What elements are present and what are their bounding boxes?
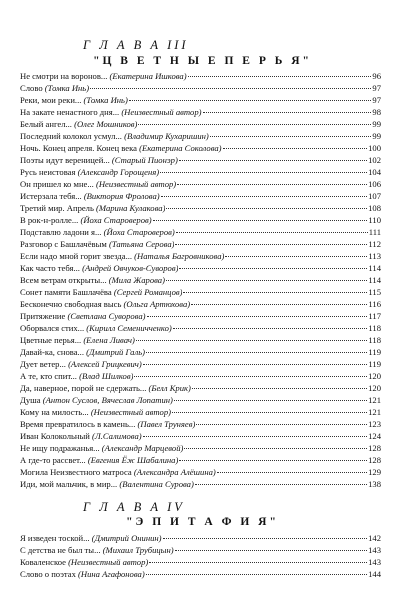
dot-leader [225,256,367,257]
toc-entry-text [20,178,176,190]
dot-leader [134,376,367,377]
toc-entry-page: 98 [372,107,381,117]
dot-leader [166,280,367,281]
toc-entry-page: 119 [368,359,381,369]
toc-entry-text [20,430,142,442]
toc-entry-page: 118 [368,335,381,345]
dot-leader [147,316,368,317]
toc-entry-page: 106 [368,179,381,189]
dot-leader [188,76,372,77]
toc-entry-title: Коваленское [20,557,66,567]
toc-entry-text [20,556,148,568]
toc-entry [20,154,381,166]
toc-entry [20,82,381,94]
toc-entry [20,166,381,178]
toc-entry-title: Дует ветер... [20,359,66,369]
toc-entry-text [20,238,174,250]
dot-leader [223,148,368,149]
dot-leader [136,340,368,341]
toc-entry [20,118,381,130]
toc-entry-author: (Старый Пионэр) [111,155,178,165]
chapter-3-title: "Ц В Е Т Н Ы Е П Е Р Ь Я" [93,55,312,67]
toc-entry-author: (Виктория Фролова) [83,191,160,201]
toc-entry-text [20,532,162,544]
toc-entry-text [20,454,178,466]
toc-entry-title: Как часто тебя... [20,263,80,273]
toc-entry [20,394,381,406]
toc-entry-title: Не смотри на воронов... [20,71,108,81]
toc-entry-author: (Влад Шилков) [79,371,134,381]
toc-entry-text [20,250,224,262]
toc-entry-title: Я изведен тоской... [20,533,90,543]
toc-entry-title: Сонет памяти Башлачёва [20,287,112,297]
toc-entry-author: (Андрей Овчуков-Суворов) [82,263,179,273]
toc-entry-page: 112 [368,239,381,249]
toc-entry [20,94,381,106]
toc-entry-page: 104 [368,167,381,177]
toc-entry [20,370,381,382]
toc-entry [20,70,381,82]
toc-entry-title: Поэты идут вереницей... [20,155,110,165]
toc-entry-title: Слово [20,83,43,93]
toc-entry [20,322,381,334]
toc-entry-page: 96 [372,71,381,81]
toc-entry-page: 128 [368,443,381,453]
dot-leader [184,448,367,449]
toc-entry-text [20,568,145,580]
toc-entry-page: 113 [368,251,381,261]
toc-entry-author: (Михаил Трубицын) [102,545,174,555]
dot-leader [90,88,371,89]
toc-entry-page: 97 [372,95,381,105]
toc-entry-title: На закате ненастного дня... [20,107,120,117]
toc-entry-page: 117 [368,311,381,321]
toc-entry-page: 123 [368,419,381,429]
toc-entry-author: (Томка Инь) [44,83,90,93]
dot-leader [143,364,368,365]
toc-entry-title: Ночь. Конец апреля. Конец века [20,143,137,153]
toc-entry-page: 97 [372,83,381,93]
toc-entry-text [20,118,137,130]
toc-entry-page: 107 [368,191,381,201]
toc-entry-text [20,202,165,214]
toc-entry-author: (Евгения Ёж Шабалина) [87,455,179,465]
toc-entry-page: 138 [368,479,381,489]
toc-entry-page: 114 [368,275,381,285]
toc-entry [20,454,381,466]
toc-entry-text [20,286,182,298]
toc-entry [20,346,381,358]
toc-entry-title: Белый ангел... [20,119,72,129]
dot-leader [172,412,367,413]
chapter-4-toc [20,532,381,580]
toc-entry-author: (Валентина Сурова) [119,479,194,489]
toc-entry [20,478,381,490]
toc-entry [20,190,381,202]
toc-entry-title: Он пришел ко мне... [20,179,94,189]
toc-entry-author: (Дмитрий Галь) [86,347,145,357]
toc-entry-text [20,406,171,418]
toc-entry-text [20,346,145,358]
toc-entry-text [20,154,178,166]
toc-entry-page: 129 [368,467,381,477]
toc-entry-title: А где-то рассвет... [20,455,86,465]
toc-entry-title: Давай-ка, снова... [20,347,84,357]
dot-leader [177,184,367,185]
toc-entry-author: (Ольга Артюхова) [123,299,191,309]
toc-entry-page: 116 [368,299,381,309]
toc-entry-page: 118 [368,323,381,333]
toc-entry-author: (Александр Марцевой) [101,443,184,453]
toc-entry-text [20,298,190,310]
dot-leader [129,100,372,101]
toc-entry-author: (Неизвестный автор) [68,557,149,567]
dot-leader [217,472,367,473]
toc-entry-text [20,262,178,274]
toc-entry-title: Иди, мой мальчик, в мир... [20,479,118,489]
dot-leader [160,172,367,173]
toc-entry-title: Если надо мной горит звезда... [20,251,133,261]
chapter-4-heading: Г Л А В А IV [83,500,185,514]
dot-leader [179,268,367,269]
dot-leader [146,574,367,575]
toc-entry-author: (Елена Ливач) [83,335,135,345]
toc-entry-title: Оборвался стих... [20,323,85,333]
toc-entry [20,430,381,442]
toc-entry-title: В рок-н-ролле... [20,215,79,225]
toc-entry-title: Последний колокол усмул... [20,131,122,141]
dot-leader [175,244,367,245]
toc-entry-author: (Йоха Староверов) [103,227,175,237]
toc-entry-text [20,442,183,454]
toc-entry [20,178,381,190]
chapter-3-heading: Г Л А В А III [83,38,189,52]
toc-entry-author: (Нина Агафонова) [78,569,145,579]
toc-entry-title: Истерзала тебя... [20,191,82,201]
toc-entry-page: 99 [372,119,381,129]
toc-entry-author: (Неизвестный автор) [121,107,202,117]
toc-entry-title: Цветные перья... [20,335,82,345]
toc-entry-author: (Александр Горощеня) [77,167,160,177]
toc-entry-page: 102 [368,155,381,165]
toc-entry [20,544,381,556]
toc-entry-page: 121 [368,395,381,405]
toc-entry-text [20,166,159,178]
toc-entry [20,556,381,568]
toc-entry-author: (Екатерина Ишкова) [109,71,187,81]
dot-leader [191,304,367,305]
toc-entry-text [20,334,135,346]
toc-entry-page: 114 [368,263,381,273]
toc-entry-text [20,418,195,430]
toc-entry-title: Душа [20,395,41,405]
dot-leader [138,124,371,125]
toc-entry [20,274,381,286]
toc-entry-author: (Кирилл Семеничченко) [86,323,172,333]
dot-leader [175,550,367,551]
toc-entry-author: (Антон Суслов, Вячеслав Лопатин) [42,395,173,405]
toc-entry-author: (Александра Алёшина) [133,467,216,477]
toc-entry-author: (Наталья Багровникова) [134,251,225,261]
toc-entry [20,532,381,544]
toc-entry-text [20,466,216,478]
dot-leader [143,436,367,437]
toc-entry-title: А те, кто спит... [20,371,77,381]
toc-entry-page: 111 [368,227,381,237]
toc-entry-page: 120 [368,383,381,393]
toc-entry-text [20,370,133,382]
toc-entry-page: 100 [368,143,381,153]
toc-entry-author: (Сергей Романцов) [113,287,183,297]
toc-entry-page: 143 [368,545,381,555]
dot-leader [166,208,367,209]
toc-entry-page: 120 [368,371,381,381]
toc-entry-page: 108 [368,203,381,213]
toc-entry-text [20,142,222,154]
toc-entry-text [20,70,187,82]
toc-entry-author: (Л.Салимова) [92,431,142,441]
toc-entry-text [20,478,194,490]
toc-entry-title: Не ищу подражанья... [20,443,100,453]
toc-entry-title: Кому на милость... [20,407,89,417]
toc-entry [20,442,381,454]
toc-entry-title: Третий мир. Апрель [20,203,94,213]
toc-entry-title: Да, наверное, порой не сдержать... [20,383,147,393]
toc-entry [20,310,381,322]
toc-entry [20,250,381,262]
toc-entry-title: Всем ветрам открыты... [20,275,107,285]
toc-entry-text [20,94,128,106]
toc-entry [20,106,381,118]
toc-entry-text [20,358,142,370]
toc-entry-page: 144 [368,569,381,579]
toc-entry-author: (Неизвестный автор) [90,407,172,417]
toc-entry-title: Притяжение [20,311,66,321]
toc-entry-text [20,310,146,322]
toc-entry-author: (Владимир Кухаришин) [124,131,209,141]
dot-leader [146,352,367,353]
dot-leader [176,232,368,233]
dot-leader [192,388,367,389]
toc-entry-text [20,544,174,556]
toc-entry-author: (Мила Жарова) [108,275,165,285]
toc-entry-page: 124 [368,431,381,441]
toc-entry-text [20,322,172,334]
toc-entry-text [20,214,152,226]
chapter-3-toc [20,70,381,490]
toc-entry-author: (Светлана Суворова) [67,311,146,321]
toc-entry-title: Время превратилось в камень... [20,419,136,429]
dot-leader [183,292,367,293]
dot-leader [153,220,368,221]
dot-leader [210,136,372,137]
toc-entry [20,142,381,154]
toc-entry-text [20,130,209,142]
toc-entry-page: 99 [372,131,381,141]
toc-entry [20,202,381,214]
dot-leader [203,112,372,113]
toc-entry-author: (Татьяна Серова) [109,239,175,249]
toc-entry-page: 143 [368,557,381,567]
toc-entry-author: (Павел Труняев) [137,419,196,429]
dot-leader [173,328,368,329]
toc-entry-page: 121 [368,407,381,417]
toc-entry [20,238,381,250]
toc-entry-page: 110 [368,215,381,225]
toc-entry [20,568,381,580]
toc-entry-text [20,274,165,286]
toc-entry-title: Разговор с Башлачёвым [20,239,107,249]
dot-leader [195,484,367,485]
toc-entry-page: 115 [368,287,381,297]
dot-leader [161,196,367,197]
toc-entry-title: Иван Колокольный [20,431,90,441]
dot-leader [163,538,368,539]
toc-entry [20,286,381,298]
toc-entry-page: 119 [368,347,381,357]
dot-leader [196,424,367,425]
toc-entry-text [20,106,202,118]
toc-entry-text [20,226,175,238]
toc-entry-author: (Белл Крик) [148,383,191,393]
toc-entry [20,214,381,226]
toc-entry-title: Слово о поэтах [20,569,76,579]
toc-entry-title: Реки, мои реки... [20,95,82,105]
toc-entry-title: Могила Неизвестного матроса [20,467,132,477]
chapter-4-title: "Э П И Т А Ф И Я" [126,516,279,528]
toc-entry-author: (Олег Мошников) [74,119,138,129]
toc-entry [20,406,381,418]
toc-entry-text [20,82,89,94]
toc-entry-title: Подставлю ладони я... [20,227,102,237]
toc-entry [20,130,381,142]
toc-entry-author: (Екатерина Соколова) [139,143,222,153]
toc-entry [20,298,381,310]
toc-entry-author: (Марина Кулакова) [96,203,166,213]
toc-entry [20,382,381,394]
toc-entry-author: (Дмитрий Онинин) [91,533,162,543]
toc-entry-text [20,190,160,202]
toc-entry-title: С детства не был ты... [20,545,101,555]
toc-entry-author: (Томка Инь) [83,95,128,105]
toc-entry-title: Русь неистовая [20,167,76,177]
toc-entry-page: 142 [368,533,381,543]
dot-leader [179,160,367,161]
dot-leader [179,460,367,461]
toc-entry-title: Бесконечно свободная высь [20,299,122,309]
dot-leader [149,562,367,563]
toc-entry-text [20,382,191,394]
toc-entry [20,226,381,238]
toc-entry-page: 128 [368,455,381,465]
toc-entry [20,466,381,478]
toc-entry [20,334,381,346]
toc-entry-author: (Алексей Грицкевич) [68,359,142,369]
toc-entry-author: (Йоха Староверов) [80,215,152,225]
toc-entry [20,262,381,274]
toc-entry-text [20,394,173,406]
toc-entry [20,418,381,430]
toc-entry-author: (Неизвестный автор) [95,179,177,189]
toc-entry [20,358,381,370]
dot-leader [174,400,367,401]
